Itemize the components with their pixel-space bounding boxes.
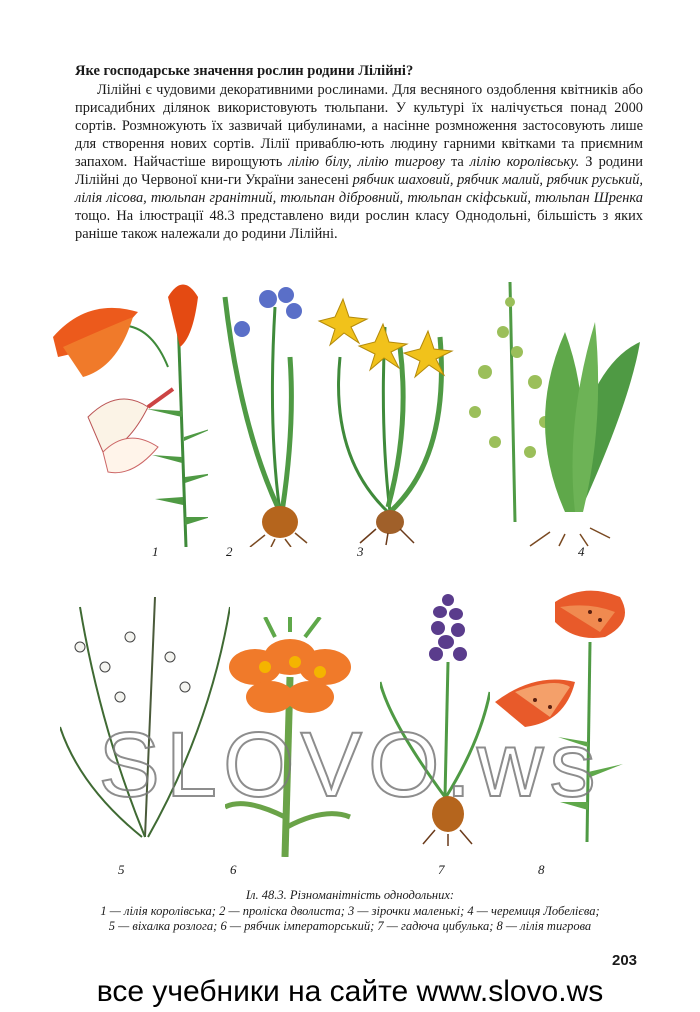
plant-gagea [310,277,460,547]
plate-number-4: 4 [578,544,585,559]
para-text-1: Лілійні є чудовими декоративними рослинами. Для весняного оздоблення квітників або присадибних ділянок використовують тюльпани. У культурі їх налічується понад 2000 сортів. Розмножують їх зазвичай цибулинами, а насінне розмноження застосовують лише для створення нових сортів. Лілії приваблю-ють людину гарними квітками та приємним запахом. Найчастіше вирощують [75,82,643,170]
text-block [75,62,643,243]
section-heading: Яке господарське значення рослин родини Лілійні? [75,63,414,79]
caption-line-2: 5 — віхалка розлога; 6 — рябчик імператорський; 7 — гадюча цибулька; 8 — лілія тигрова [108,919,592,933]
figure-caption [40,888,660,935]
para-italic-3: рябчик шаховий, рябчик малий, рябчик руський, лілія лісова, тюльпан гранітний, тюльпан дібровний, тюльпан скіфський, тюльпан Шренка [75,172,643,206]
watermark: SLOVO.ws [98,714,602,816]
plate-number-1: 1 [152,544,159,559]
plate-number-2: 2 [226,544,233,559]
plate-number-8: 8 [538,862,545,877]
page-number: 203 [612,952,638,969]
plate-number-3: 3 [357,544,364,559]
plate-number-5: 5 [118,862,125,877]
plate-number-6: 6 [230,862,237,877]
para-text-3: З родини Лілійні до Червоної кни-ги України занесені [75,154,643,188]
para-text-2: та [444,154,470,170]
para-italic-1: лілію білу, лілію тигрову [288,154,445,170]
plate-number-7: 7 [438,862,445,877]
plant-veratrum [455,272,645,547]
caption-title: Іл. 48.3. Різноманітність однодольних: [245,888,455,902]
footer-banner: все учебники на сайте www.slovo.ws [96,975,604,1008]
plant-scilla [220,277,310,547]
plant-royal-lily [48,277,208,547]
body-paragraph [75,81,643,243]
para-italic-2: лілію королівську. [469,154,580,170]
caption-line-1: 1 — лілія королівська; 2 — проліска дволиста; 3 — зірочки маленькі; 4 — черемиця Лобелієва; [100,903,600,918]
para-text-4: тощо. На ілюстрації 48.3 представлено види рослин класу Однодольні, більшість з яких раніше також належали до родини Лілійні. [75,208,643,242]
